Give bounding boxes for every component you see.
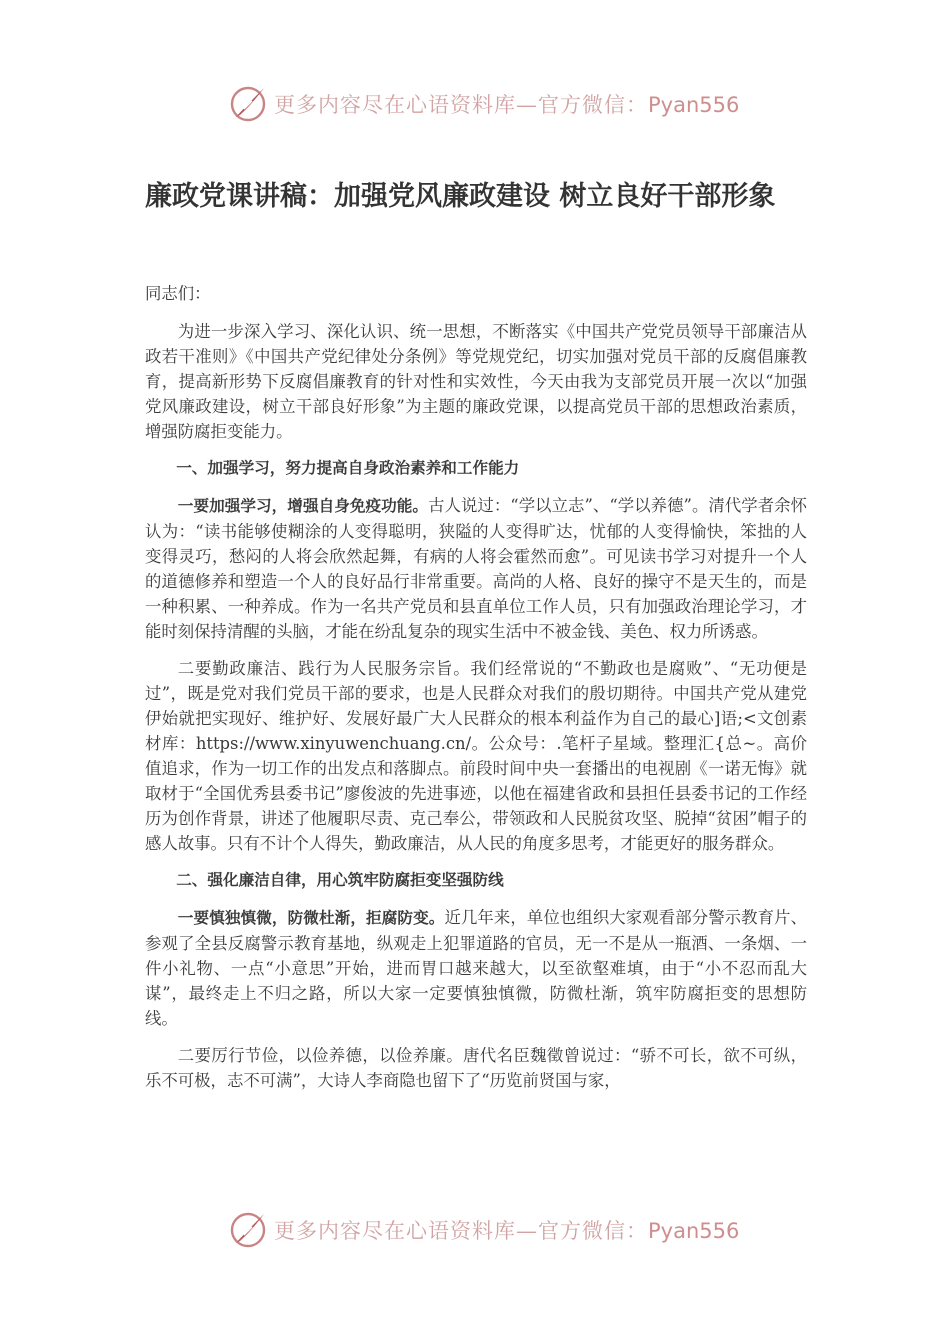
section-2-heading: 二、强化廉洁自律，用心筑牢防腐拒变坚强防线 — [176, 871, 504, 889]
watermark-footer — [228, 1208, 788, 1252]
watermark-handle: Pyan556 — [648, 1219, 740, 1243]
section-2-paragraph-1 — [145, 905, 807, 1031]
watermark-text — [274, 89, 739, 119]
section-1-paragraph-2: 二要勤政廉洁、践行为人民服务宗旨。我们经常说的“不勤政也是腐败”、“无功便是过”，既是党对我们党员干部的要求，也是人民群众对我们的殷切期待。中国共产党从建党伊始就把实现好、维护好、发展好最广大人民群众的根本利益作为自己的最心]语;<文创素材库：https://www.xinyuwenchuang.cn/。公众号：.笔杆子星域。整理汇{总~。高价值追求，作为一切工作的出发点和落脚点。前段时间中央一套播出的电视剧《一诺无悔》就取材于“全国优秀县委书记”廖俊波的先进事迹，以他在福建省政和县担任县委书记的工作经历为创作背景，讲述了他履职尽责、克己奉公，带领政和人民脱贫攻坚、脱掉“贫困”帽子的感人故事。只有不计个人得失，勤政廉洁，从人民的角度多思考，才能更好的服务群众。 — [145, 659, 807, 853]
quill-logo-icon — [228, 1210, 268, 1250]
document-body — [145, 281, 807, 1105]
section-2-paragraph-2: 二要厉行节俭，以俭养德，以俭养廉。唐代名臣魏徵曾说过：“骄不可长，欲不可纵，乐不可极，志不可满”，大诗人李商隐也留下了“历览前贤国与家， — [145, 1046, 807, 1090]
watermark-text — [274, 1215, 739, 1245]
section-1-paragraph-1-body: 古人说过：“学以立志”、“学以养德”。清代学者余怀认为：“读书能够使糊涂的人变得聪明，狭隘的人变得旷达，忧郁的人变得愉快，笨拙的人变得灵巧，愁闷的人将会欣然起舞，有病的人将会霍然而愈”。可见读书学习对提升一个人的道德修养和塑造一个人的良好品行非常重要。高尚的人格、良好的操守不是天生的，而是一种积累、一种养成。作为一名共产党员和县直单位工作人员，只有加强政治理论学习，才能时刻保持清醒的头脑，才能在纷乱复杂的现实生活中不被金钱、美色、权力所诱惑。 — [145, 496, 807, 641]
salutation: 同志们： — [145, 284, 211, 303]
section-1-paragraph-1-lead: 一要加强学习，增强自身免疫功能。 — [177, 497, 429, 515]
section-1-paragraph-1 — [145, 493, 807, 644]
watermark-label: 更多内容尽在心语资料库—官方微信： — [274, 93, 648, 117]
watermark-header — [228, 82, 788, 126]
watermark-label: 更多内容尽在心语资料库—官方微信： — [274, 1219, 648, 1243]
section-2-paragraph-1-lead: 一要慎独慎微，防微杜渐，拒腐防变。 — [177, 909, 445, 927]
section-1-heading: 一、加强学习，努力提高自身政治素养和工作能力 — [176, 459, 520, 477]
section-2-paragraph-1-body: 近几年来，单位也组织大家观看部分警示教育片、参观了全县反腐警示教育基地，纵观走上犯罪道路的官员，无一不是从一瓶酒、一条烟、一件小礼物、一点“小意思”开始，进而胃口越来越大，以至欲壑难填，由于“小不忍而乱大谋”，最终走上不归之路，所以大家一定要慎独慎微，防微杜渐，筑牢防腐拒变的思想防线。 — [145, 908, 807, 1028]
document-title: 廉政党课讲稿：加强党风廉政建设 树立良好干部形象 — [145, 181, 776, 212]
quill-logo-icon — [228, 84, 268, 124]
watermark-handle: Pyan556 — [648, 93, 740, 117]
intro-paragraph: 为进一步深入学习、深化认识、统一思想，不断落实《中国共产党党员领导干部廉洁从政若干准则》《中国共产党纪律处分条例》等党规党纪，切实加强对党员干部的反腐倡廉教育，提高新形势下反腐倡廉教育的针对性和实效性，今天由我为支部党员开展一次以“加强党风廉政建设，树立干部良好形象”为主题的廉政党课，以提高党员干部的思想政治素质，增强防腐拒变能力。 — [145, 322, 807, 441]
